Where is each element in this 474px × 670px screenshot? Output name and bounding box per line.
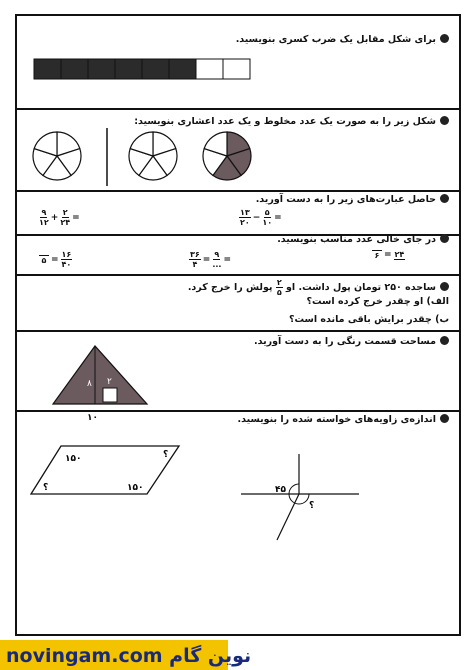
- bullet-icon: [440, 336, 449, 345]
- fraction: $\frac{۲}{۲۴}$: [60, 208, 71, 227]
- blank-expression-2: $\frac{۳۶}{۴}$ = $\frac{۹}{...}$ =: [190, 250, 231, 269]
- circle-diagrams: [31, 128, 261, 186]
- footer-brand: noving‌am.com نوین گام: [6, 645, 252, 667]
- diagonal-line: [277, 494, 299, 540]
- question-3-text: حاصل عبارت‌های زیر را به دست آورید.: [255, 194, 436, 205]
- svg-text:؟: ؟: [163, 450, 169, 460]
- question-2: [134, 116, 449, 127]
- height-label: ۸: [87, 379, 92, 389]
- shaded-triangle: [53, 346, 147, 404]
- question-5-part-a: الف) او چقدر خرج کرده است؟: [306, 296, 449, 307]
- question-7-text: اندازه‌ی زاویه‌های خواسته شده را بنویسید.: [237, 414, 436, 425]
- empty-cell: [223, 59, 250, 79]
- blank-expression-1: ۵ = $\frac{۱۶}{۴۰}$: [39, 250, 72, 269]
- question-2-text: شکل زیر را به صورت یک عدد مخلوط و یک عدد اعشاری بنویسید:: [134, 116, 436, 127]
- separator: [17, 330, 459, 332]
- svg-text:۱۵۰: ۱۵۰: [127, 483, 144, 493]
- question-4-text: در جای خالی عدد مناسب بنویسید.: [277, 234, 436, 245]
- worksheet: [15, 14, 461, 636]
- svg-text:۱۵۰: ۱۵۰: [65, 454, 82, 464]
- question-3: [256, 194, 449, 205]
- shaded-cell: [169, 59, 196, 79]
- angle-diagram: [239, 452, 369, 542]
- fraction-bar: [33, 58, 268, 80]
- question-6: [254, 336, 449, 347]
- bullet-icon: [440, 116, 449, 125]
- bullet-icon: [440, 282, 449, 291]
- shaded-cell: [115, 59, 142, 79]
- separator: [17, 274, 459, 276]
- bullet-icon: [440, 234, 449, 243]
- question-6-text: مساحت قسمت رنگی را به دست آورید.: [254, 336, 436, 347]
- bullet-icon: [440, 194, 449, 203]
- shaded-cell: [34, 59, 61, 79]
- shaded-cell: [61, 59, 88, 79]
- parallelogram-diagram: [29, 442, 189, 502]
- blank-expression-3: ۶ = ۲۴: [372, 250, 405, 260]
- fraction: $\frac{۹}{۱۲}$: [39, 208, 49, 227]
- fraction: $\frac{۵}{۱۰}$: [262, 208, 273, 227]
- footer: [0, 636, 474, 670]
- square-label: ۲: [107, 377, 112, 387]
- separator: [17, 410, 459, 412]
- svg-text:؟: ؟: [309, 501, 315, 511]
- separator: [17, 190, 459, 192]
- fraction: $\frac{۱۳}{۲۰}$: [240, 208, 250, 227]
- base-label: ۱۰: [87, 413, 98, 422]
- separator: [17, 108, 459, 110]
- question-5-part-b: ب) چقدر برایش باقی مانده است؟: [288, 314, 449, 325]
- question-5: ساجده ۲۵۰ تومان پول داشت. او $\frac{۲}{۵}$ پولش را خرج کرد.: [188, 278, 449, 297]
- question-1-text: برای شکل مقابل یک ضرب کسری بنویسید.: [235, 34, 436, 45]
- parallelogram: [31, 446, 179, 494]
- shaded-cell: [88, 59, 115, 79]
- expression-left: $\frac{۹}{۱۲}$ + $\frac{۲}{۲۴}$ =: [39, 208, 80, 227]
- question-7: [237, 414, 449, 425]
- white-square: [103, 388, 117, 402]
- bullet-icon: [440, 34, 449, 43]
- question-1: [236, 34, 449, 45]
- expression-right: $\frac{۱۳}{۲۰}$ − $\frac{۵}{۱۰}$ =: [240, 208, 282, 227]
- question-4: [277, 234, 449, 245]
- empty-cell: [196, 59, 223, 79]
- bullet-icon: [440, 414, 449, 423]
- svg-text:۴۵: ۴۵: [275, 485, 286, 495]
- fraction: $\frac{۲}{۵}$: [276, 278, 282, 297]
- svg-text:؟: ؟: [43, 483, 49, 493]
- shaded-cell: [142, 59, 169, 79]
